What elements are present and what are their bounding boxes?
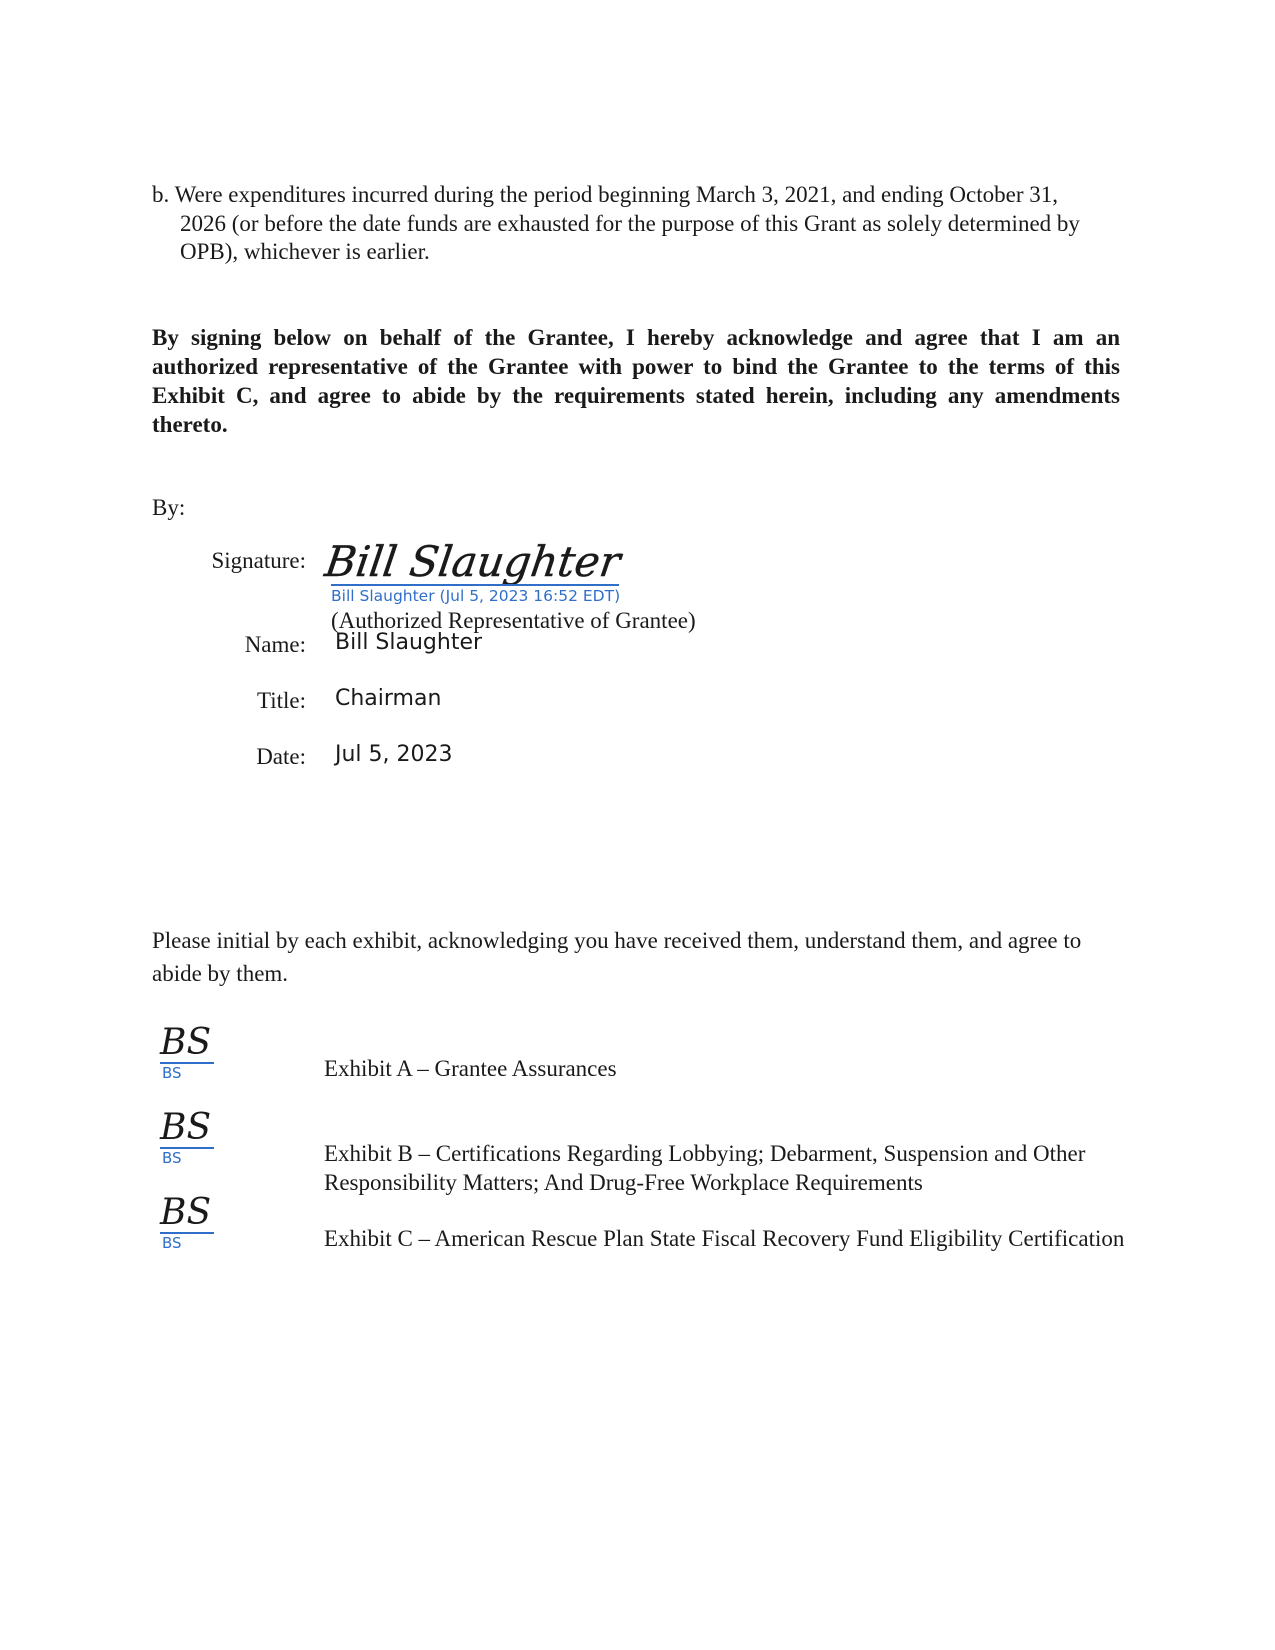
signature-caption: (Authorized Representative of Grantee) [331, 608, 696, 633]
exhibit-b-text: Exhibit B – Certifications Regarding Lobbying; Debarment, Suspension and Other Responsibility Matters; And Drug-Free Workplace Requirements [324, 1141, 1086, 1195]
svg-text:BS: BS [160, 1192, 212, 1233]
initials-label-b: BS [162, 1149, 182, 1167]
signature-handwriting: Bill Slaughter [322, 537, 624, 586]
svg-text:BS: BS [160, 1107, 212, 1148]
initials-label-c: BS [162, 1234, 182, 1252]
title-label: Title: [256, 688, 306, 713]
by-label: By: [152, 495, 186, 520]
date-label: Date: [256, 744, 306, 769]
signature-timestamp: Bill Slaughter (Jul 5, 2023 16:52 EDT) [331, 587, 621, 605]
item-b-paragraph [152, 181, 1120, 267]
date-value: Jul 5, 2023 [335, 742, 453, 767]
initials-mark-b [158, 1103, 218, 1148]
item-b-rest: 2026 (or before the date funds are exhausted for the purpose of this Grant as solely determined by OPB), whichever is earlier. [180, 210, 1080, 264]
exhibit-c-text: Exhibit C – American Rescue Plan State Fiscal Recovery Fund Eligibility Certification [324, 1226, 1125, 1251]
item-b-first-line: b. Were expenditures incurred during the period beginning March 3, 2021, and ending October 31, [152, 182, 1058, 207]
initials-mark-c [158, 1188, 218, 1233]
signature-line [331, 584, 619, 586]
initials-mark-a [158, 1018, 218, 1063]
signature-label: Signature: [211, 548, 306, 573]
acknowledgement-paragraph: By signing below on behalf of the Grantee, I hereby acknowledge and agree that I am an authorized representative of the Grantee with power to bind the Grantee to the terms of this Exhibit C, and agree to abide by the requirements stated herein, including any amendments thereto. [152, 325, 1120, 437]
name-value: Bill Slaughter [335, 630, 483, 655]
initial-instruction: Please initial by each exhibit, acknowledging you have received them, understand them, and agree to abide by them. [152, 928, 1082, 986]
initials-label-a: BS [162, 1064, 182, 1082]
svg-text:BS: BS [160, 1022, 212, 1063]
title-value: Chairman [335, 686, 442, 711]
exhibit-a-text: Exhibit A – Grantee Assurances [324, 1056, 617, 1081]
name-label: Name: [244, 632, 306, 657]
signature-graphic [322, 530, 624, 588]
